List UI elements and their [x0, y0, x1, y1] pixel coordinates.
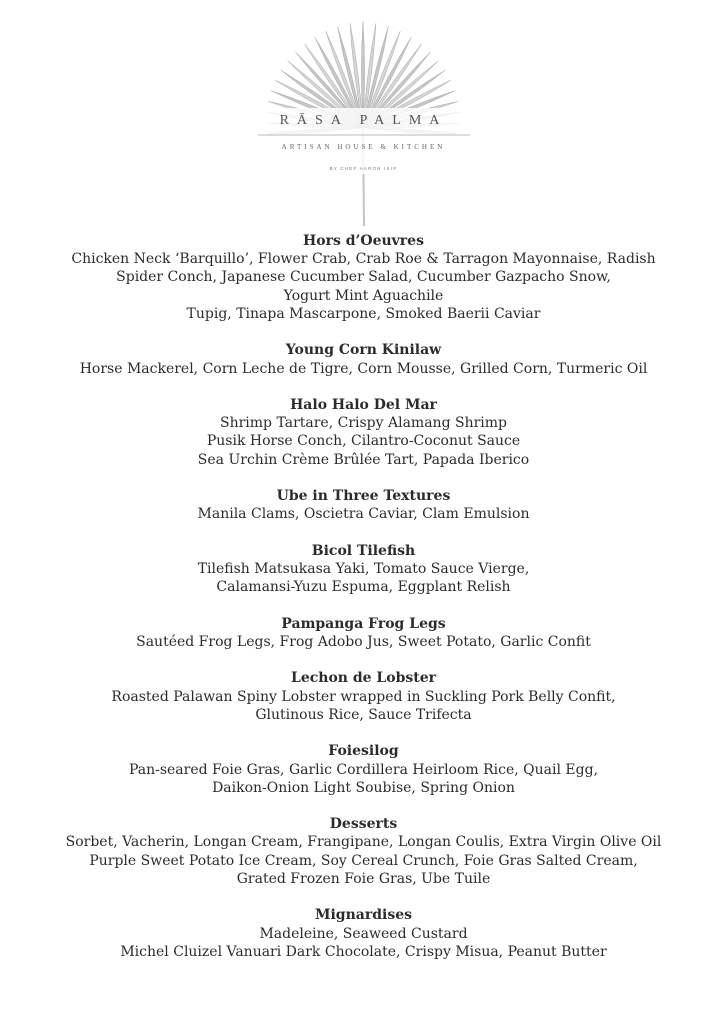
course-title: Foiesilog: [328, 743, 399, 760]
course-section: [0, 232, 727, 323]
course-section: [0, 815, 727, 888]
course-description-line: Sautéed Frog Legs, Frog Adobo Jus, Sweet Potato, Garlic Confit: [136, 633, 591, 650]
course-section: [0, 487, 727, 523]
course-description-line: Pan-seared Foie Gras, Garlic Cordillera Heirloom Rice, Quail Egg,: [128, 761, 599, 778]
course-description-line: Spider Conch, Japanese Cucumber Salad, Cucumber Gazpacho Snow,: [116, 269, 611, 286]
course-title: Ube in Three Textures: [276, 488, 451, 505]
course-description-line: Tilefish Matsukasa Yaki, Tomato Sauce Vierge,: [197, 561, 530, 578]
course-title: Mignardises: [314, 907, 412, 924]
course-description-line: Sea Urchin Crème Brûlée Tart, Papada Iberico: [197, 451, 530, 468]
course-description-line: Calamansi-Yuzu Espuma, Eggplant Relish: [216, 579, 511, 596]
brand-tagline: ARTISAN HOUSE & KITCHEN: [281, 143, 446, 151]
brand-name: RĀSA PALMA: [279, 113, 448, 128]
tasting-menu: [0, 232, 727, 979]
course-section: [0, 742, 727, 797]
course-description-line: Daikon-Onion Light Soubise, Spring Onion: [212, 779, 515, 796]
course-description-line: Manila Clams, Oscietra Caviar, Clam Emulsion: [197, 506, 530, 523]
course-description-line: Horse Mackerel, Corn Leche de Tigre, Corn Mousse, Grilled Corn, Turmeric Oil: [79, 360, 648, 377]
course-description-line: Grated Frozen Foie Gras, Ube Tuile: [236, 870, 491, 887]
course-title: Desserts: [329, 816, 398, 833]
course-title: Young Corn Kinilaw: [285, 342, 442, 359]
course-title: Pampanga Frog Legs: [281, 615, 446, 632]
logo: [0, 0, 727, 230]
course-section: [0, 396, 727, 469]
course-description-line: Pusik Horse Conch, Cilantro-Coconut Sauce: [206, 433, 521, 450]
course-section: [0, 906, 727, 961]
course-title: Lechon de Lobster: [290, 670, 437, 687]
course-section: [0, 341, 727, 377]
course-description-line: Chicken Neck ‘Barquillo’, Flower Crab, Crab Roe & Tarragon Mayonnaise, Radish: [71, 251, 656, 268]
brand-byline: BY CHEF AARON ISIP: [329, 166, 398, 171]
course-title: Halo Halo Del Mar: [290, 397, 437, 414]
course-description-line: Purple Sweet Potato Ice Cream, Soy Cereal Crunch, Foie Gras Salted Cream,: [89, 852, 638, 869]
course-section: [0, 615, 727, 651]
course-title: Bicol Tilefish: [311, 542, 416, 559]
course-title: Hors d’Oeuvres: [303, 233, 424, 249]
course-description-line: Glutinous Rice, Sauce Trifecta: [255, 706, 472, 723]
course-description-line: Yogurt Mint Aguachile: [283, 287, 444, 304]
course-description-line: Tupig, Tinapa Mascarpone, Smoked Baerii Caviar: [186, 305, 541, 322]
course-description-line: Michel Cluizel Vanuari Dark Chocolate, Crispy Misua, Peanut Butter: [120, 943, 607, 960]
course-description-line: Shrimp Tartare, Crispy Alamang Shrimp: [220, 415, 507, 432]
course-description-line: Roasted Palawan Spiny Lobster wrapped in Suckling Pork Belly Confit,: [111, 688, 616, 705]
course-section: [0, 669, 727, 724]
course-description-line: Madeleine, Seaweed Custard: [259, 925, 468, 942]
course-section: [0, 542, 727, 597]
course-description-line: Sorbet, Vacherin, Longan Cream, Frangipane, Longan Coulis, Extra Virgin Olive Oil: [65, 834, 662, 851]
